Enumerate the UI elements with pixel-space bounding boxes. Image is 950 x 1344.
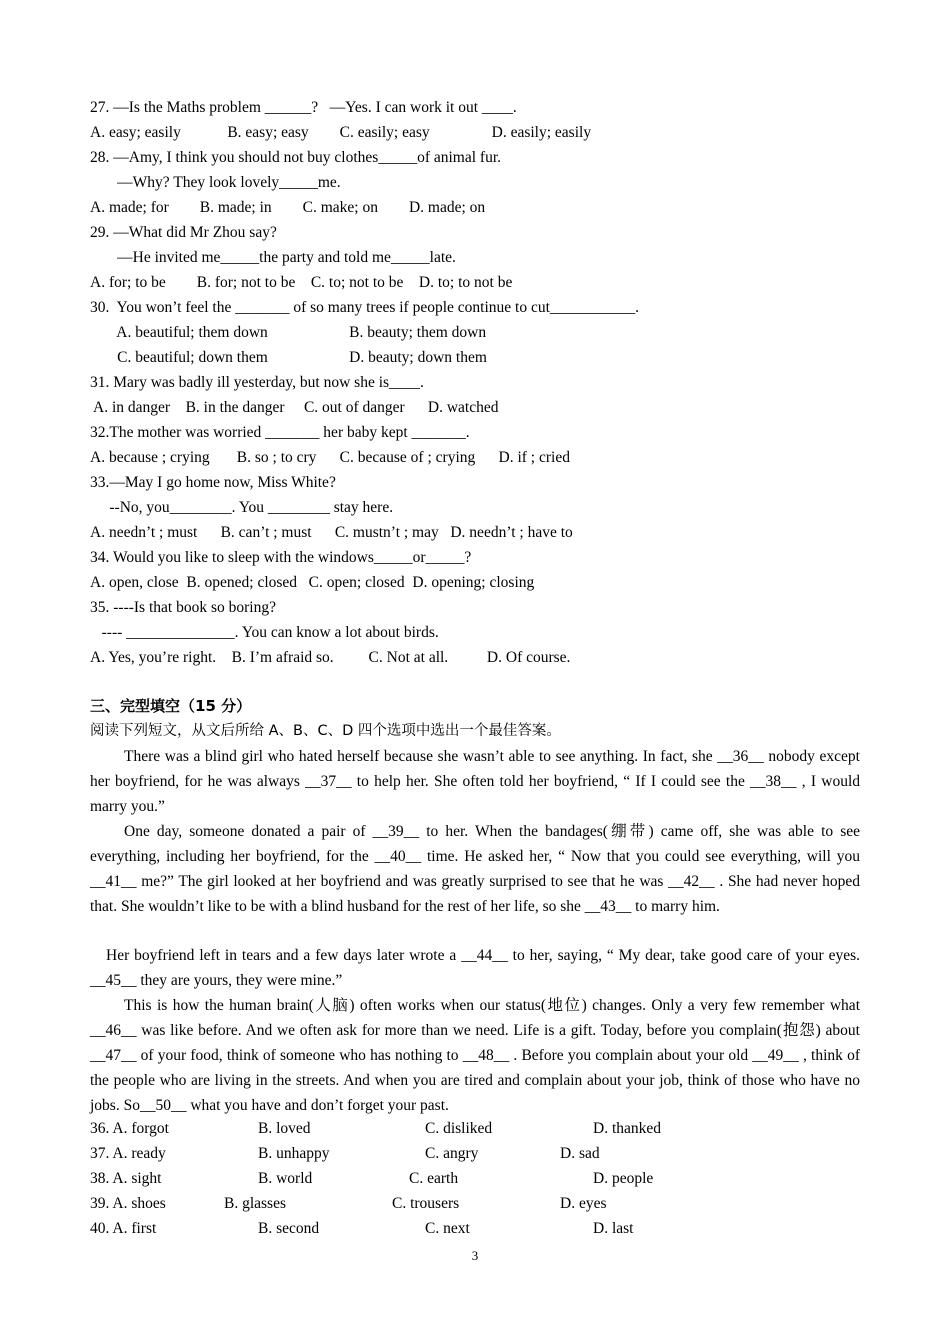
- page-number: 3: [471, 1248, 479, 1263]
- question-33-stem: 33.—May I go home now, Miss White?: [90, 474, 336, 491]
- question-34-stem: 34. Would you like to sleep with the windows_____or_____?: [90, 549, 472, 566]
- option-37-d: D. sad: [560, 1145, 600, 1162]
- passage-paragraph-3: Her boyfriend left in tears and a few days later wrote a __44__ to her, saying, “ My dear, take good care of your eyes. __45__ they are yours, they were mine.”: [90, 947, 860, 989]
- question-29-stem-2: —He invited me_____the party and told me_____late.: [90, 249, 456, 266]
- option-36-b: B. loved: [258, 1120, 311, 1137]
- option-38-d: D. people: [593, 1170, 654, 1187]
- option-39-b: B. glasses: [224, 1195, 286, 1212]
- option-37-a: 37. A. ready: [90, 1145, 166, 1162]
- option-38-c: C. earth: [409, 1170, 459, 1187]
- section-instruction: 阅读下列短文，从文后所给 A、B、C、D 四个选项中选出一个最佳答案。: [90, 723, 561, 739]
- section-title: 三、完型填空（15 分）: [90, 697, 252, 715]
- option-38-b: B. world: [258, 1170, 313, 1187]
- question-30-options: A. beautiful; them down B. beauty; them down: [90, 324, 487, 341]
- option-36-c: C. disliked: [425, 1120, 493, 1137]
- question-35-stem: 35. ----Is that book so boring?: [90, 599, 276, 616]
- option-40-c: C. next: [425, 1220, 470, 1237]
- question-30-stem: 30. You won’t feel the _______ of so many trees if people continue to cut___________.: [90, 299, 640, 316]
- passage-paragraph-1: There was a blind girl who hated herself because she wasn’t able to see anything. In fact, she __36__ nobody except her boyfriend, for he was always __37__ to help her. She often told her boyfriend, “ If I could see the __38__ , I would marry you.”: [90, 748, 860, 815]
- option-39-c: C. trousers: [392, 1195, 460, 1212]
- option-36-d: D. thanked: [593, 1120, 662, 1137]
- option-39-a: 39. A. shoes: [90, 1195, 166, 1212]
- question-28-options: A. made; for B. made; in C. make; on D. made; on: [90, 199, 486, 216]
- question-33-stem-2: --No, you________. You ________ stay here.: [90, 499, 394, 516]
- question-32-stem: 32.The mother was worried _______ her baby kept _______.: [90, 424, 470, 441]
- option-40-b: B. second: [258, 1220, 320, 1237]
- question-35-options: A. Yes, you’re right. B. I’m afraid so. C. Not at all. D. Of course.: [90, 649, 571, 666]
- question-27-options: A. easy; easily B. easy; easy C. easily; easy D. easily; easily: [90, 124, 592, 141]
- question-28-stem: 28. —Amy, I think you should not buy clothes_____of animal fur.: [90, 149, 501, 166]
- option-40-a: 40. A. first: [90, 1220, 157, 1237]
- question-31-stem: 31. Mary was badly ill yesterday, but now she is____.: [90, 374, 424, 391]
- option-40-d: D. last: [593, 1220, 634, 1237]
- option-39-d: D. eyes: [560, 1195, 607, 1212]
- question-30-options-2: C. beautiful; down them D. beauty; down them: [90, 349, 487, 366]
- question-32-options: A. because ; crying B. so ; to cry C. because of ; crying D. if ; cried: [90, 449, 570, 466]
- option-37-b: B. unhappy: [258, 1145, 330, 1162]
- question-29-stem: 29. —What did Mr Zhou say?: [90, 224, 277, 241]
- question-33-options: A. needn’t ; must B. can’t ; must C. mustn’t ; may D. needn’t ; have to: [90, 524, 573, 541]
- passage-paragraph-4: This is how the human brain(人脑) often works when our status(地位) changes. Only a very few remember what __46__ was like before. And we often ask for more than we need. Life is a gift. Today, before you complain(抱怨) about __47__ of your food, think of someone who has nothing to __48__ . Before you complain about your old __49__ , think of the people who are living in the streets. And when you are tired and complain about your job, think of those who have no jobs. So__50__ what you have and don’t forget your past.: [90, 997, 860, 1114]
- question-27-stem: 27. —Is the Maths problem ______? —Yes. I can work it out ____.: [90, 99, 517, 116]
- option-37-c: C. angry: [425, 1145, 479, 1162]
- question-29-options: A. for; to be B. for; not to be C. to; not to be D. to; to not be: [90, 274, 513, 291]
- option-38-a: 38. A. sight: [90, 1170, 162, 1187]
- option-36-a: 36. A. forgot: [90, 1120, 169, 1137]
- question-31-options: A. in danger B. in the danger C. out of danger D. watched: [90, 399, 499, 416]
- question-28-stem-2: —Why? They look lovely_____me.: [90, 174, 341, 191]
- question-34-options: A. open, close B. opened; closed C. open; closed D. opening; closing: [90, 574, 535, 591]
- question-35-stem-2: ---- ______________. You can know a lot about birds.: [90, 624, 439, 641]
- passage-paragraph-2: One day, someone donated a pair of __39__ to her. When the bandages(绷带) came off, she was able to see everything, including her boyfriend, for the __40__ time. He asked her, “ Now that you could see everything, will you __41__ me?” The girl looked at her boyfriend and was greatly surprised to see that he was __42__ . She had never hoped that. She wouldn’t like to be with a blind husband for the rest of her life, so she __43__ to marry him.: [90, 823, 860, 915]
